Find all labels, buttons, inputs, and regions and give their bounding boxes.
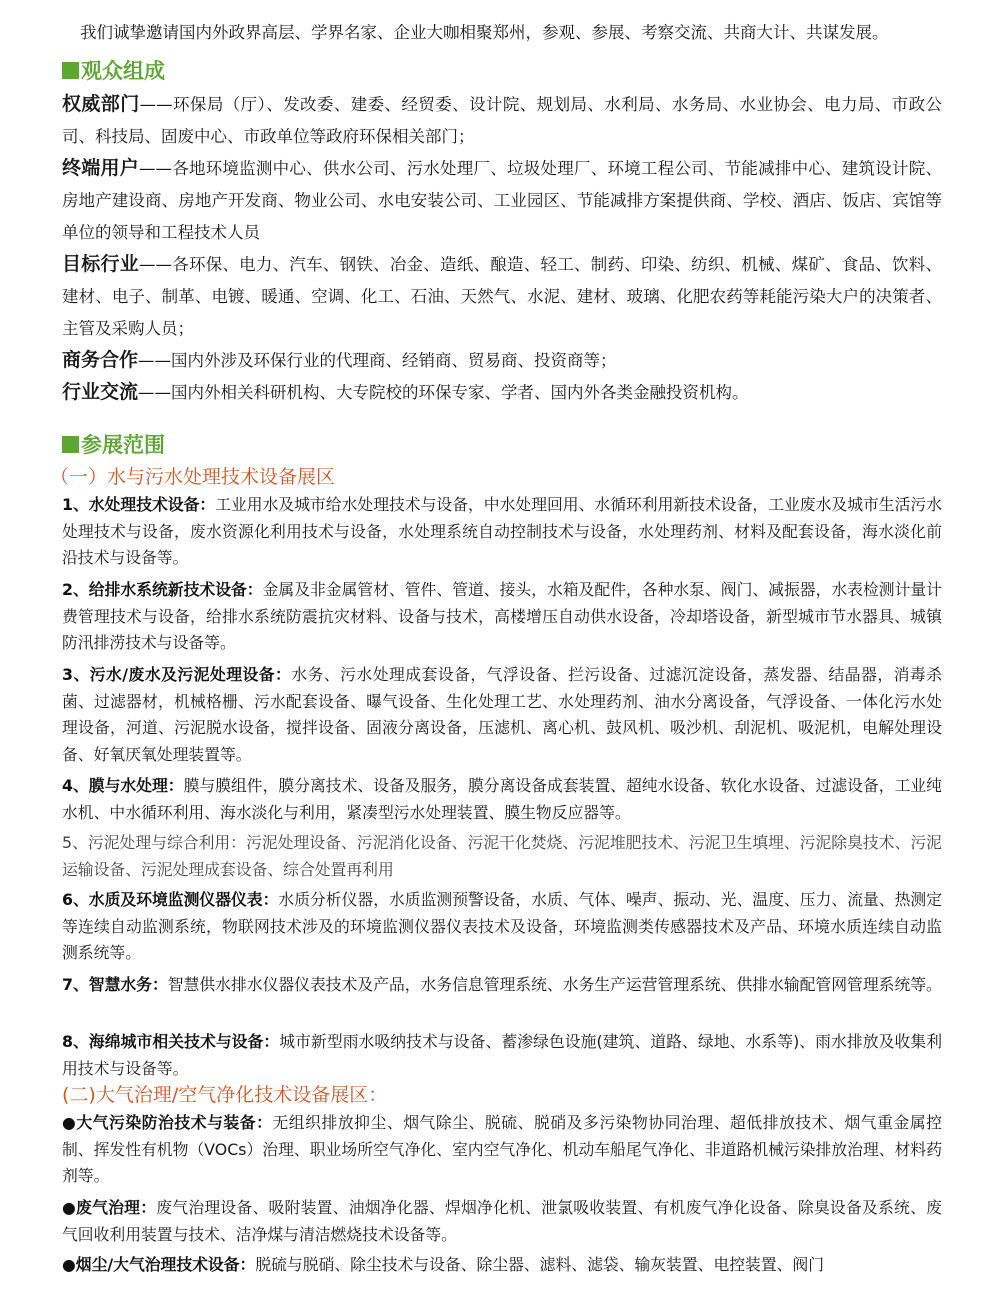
scope-item-5: 5、污泥处理与综合利用：污泥处理设备、污泥消化设备、污泥干化焚烧、污泥堆肥技术、污泥卫生填埋、污泥除臭技术、污泥运输设备、污泥处理成套设备、综合处置再利用 xyxy=(62,833,942,879)
section1-items xyxy=(62,492,942,1086)
audience-group-end-users: 终端用户——各地环境监测中心、供水公司、污水处理厂、垃圾处理厂、环境工程公司、节能减排中心、建筑设计院、房地产建设商、房地产开发商、物业公司、水电安装公司、工业园区、节能减排方案提供商、学校、酒店、饭店、宾馆等单位的领导和工程技术人员 xyxy=(62,157,942,242)
scope-item-dust: ●烟尘/大气治理技术设备：脱硫与脱硝、除尘技术与设备、除尘器、滤料、滤袋、输灰装置、电控装置、阀门 xyxy=(62,1255,825,1274)
section2-items xyxy=(62,1110,942,1282)
scope-item-waste-gas: ●废气治理：废气治理设备、吸附装置、油烟净化器、焊烟净化机、泄氯吸收装置、有机废气净化设备、除臭设备及系统、废气回收利用装置与技术、洁净煤与清洁燃烧技术设备等。 xyxy=(62,1198,942,1244)
audience-list xyxy=(62,88,942,408)
section1-subtitle: （一）水与污水处理技术设备展区 xyxy=(50,466,336,488)
scope-item-4: 4、膜与水处理：膜与膜组件，膜分离技术、设备及服务，膜分离设备成套装置、超纯水设备、软化水设备、过滤设备，工业纯水机、中水循环利用、海水淡化与利用，紧凑型污水处理装置、膜生物反应器等。 xyxy=(62,776,942,822)
scope-item-1: 1、水处理技术设备：工业用水及城市给水处理技术与设备，中水处理回用、水循环利用新技术设备，工业废水及城市生活污水处理技术与设备，废水资源化利用技术与设备，水处理系统自动控制技术与设备，水处理药剂、材料及配套设备，海水淡化前沿技术与设备等。 xyxy=(62,495,942,567)
scope-item-3: 3、污水/废水及污泥处理设备：水务、污水处理成套设备，气浮设备、拦污设备、过滤沉淀设备，蒸发器、结晶器，消毒杀菌、过滤器材，机械格栅、污水配套设备、曝气设备、生化处理工艺、水处理药剂、油水分离设备，气浮设备、一体化污水处理设备，河道、污泥脱水设备，搅拌设备、固液分离设备，压滤机、离心机、鼓风机、吸沙机、刮泥机、吸泥机，电解处理设备、好氧厌氧处理装置等。 xyxy=(62,665,942,764)
audience-section-title: 观众组成 xyxy=(62,56,165,86)
intro-paragraph: 我们诚挚邀请国内外政界高层、学界名家、企业大咖相聚郑州，参观、参展、考察交流、共商大计、共谋发展。 xyxy=(80,23,889,42)
audience-group-exchange: 行业交流——国内外相关科研机构、大专院校的环保专家、学者、国内外各类金融投资机构。 xyxy=(62,381,749,403)
audience-group-target-industries: 目标行业——各环保、电力、汽车、钢铁、冶金、造纸、酿造、轻工、制药、印染、纺织、机械、煤矿、食品、饮料、建材、电子、制革、电镀、暖通、空调、化工、石油、天然气、水泥、建材、玻璃、化肥农药等耗能污染大户的决策者、主管及采购人员； xyxy=(62,253,942,338)
audience-group-business: 商务合作——国内外涉及环保行业的代理商、经销商、贸易商、投资商等； xyxy=(62,349,617,371)
scope-section-title: 参展范围 xyxy=(62,430,165,460)
section2-subtitle: (二)大气治理/空气净化技术设备展区： xyxy=(62,1084,388,1106)
scope-item-6: 6、水质及环境监测仪器仪表：水质分析仪器，水质监测预警设备，水质、气体、噪声、振动、光、温度、压力、流量、热测定等连续自动监测系统，物联网技术涉及的环境监测仪器仪表技术及设备，环境监测类传感器技术及产品、环境水质连续自动监测系统等。 xyxy=(62,890,942,962)
scope-item-7: 7、智慧水务：智慧供水排水仪器仪表技术及产品，水务信息管理系统、水务生产运营管理系统、供排水输配管网管理系统等。 xyxy=(62,975,942,994)
green-square-icon xyxy=(62,436,79,453)
scope-item-2: 2、给排水系统新技术设备：金属及非金属管材、管件、管道、接头，水箱及配件，各种水泵、阀门、减振器，水表检测计量计费管理技术与设备，给排水系统防震抗灾材料、设备与技术，高楼增压自动供水设备，冷却塔设备，新型城市节水器具、城镇防汛排涝技术与设备等。 xyxy=(62,580,942,652)
scope-item-8: 8、海绵城市相关技术与设备：城市新型雨水吸纳技术与设备、蓄渗绿色设施(建筑、道路、绿地、水系等)、雨水排放及收集利用技术与设备等。 xyxy=(62,1032,942,1078)
audience-group-authority: 权威部门——环保局（厅）、发改委、建委、经贸委、设计院、规划局、水利局、水务局、水业协会、电力局、市政公司、科技局、固废中心、市政单位等政府环保相关部门； xyxy=(62,93,942,146)
green-square-icon xyxy=(62,62,79,79)
scope-item-air-pollution: ●大气污染防治技术与装备：无组织排放抑尘、烟气除尘、脱硫、脱硝及多污染物协同治理、超低排放技术、烟气重金属控制、挥发性有机物（VOCs）治理、职业场所空气净化、室内空气净化、机动车船尾气净化、非道路机械污染排放治理、材料药剂等。 xyxy=(62,1113,942,1185)
